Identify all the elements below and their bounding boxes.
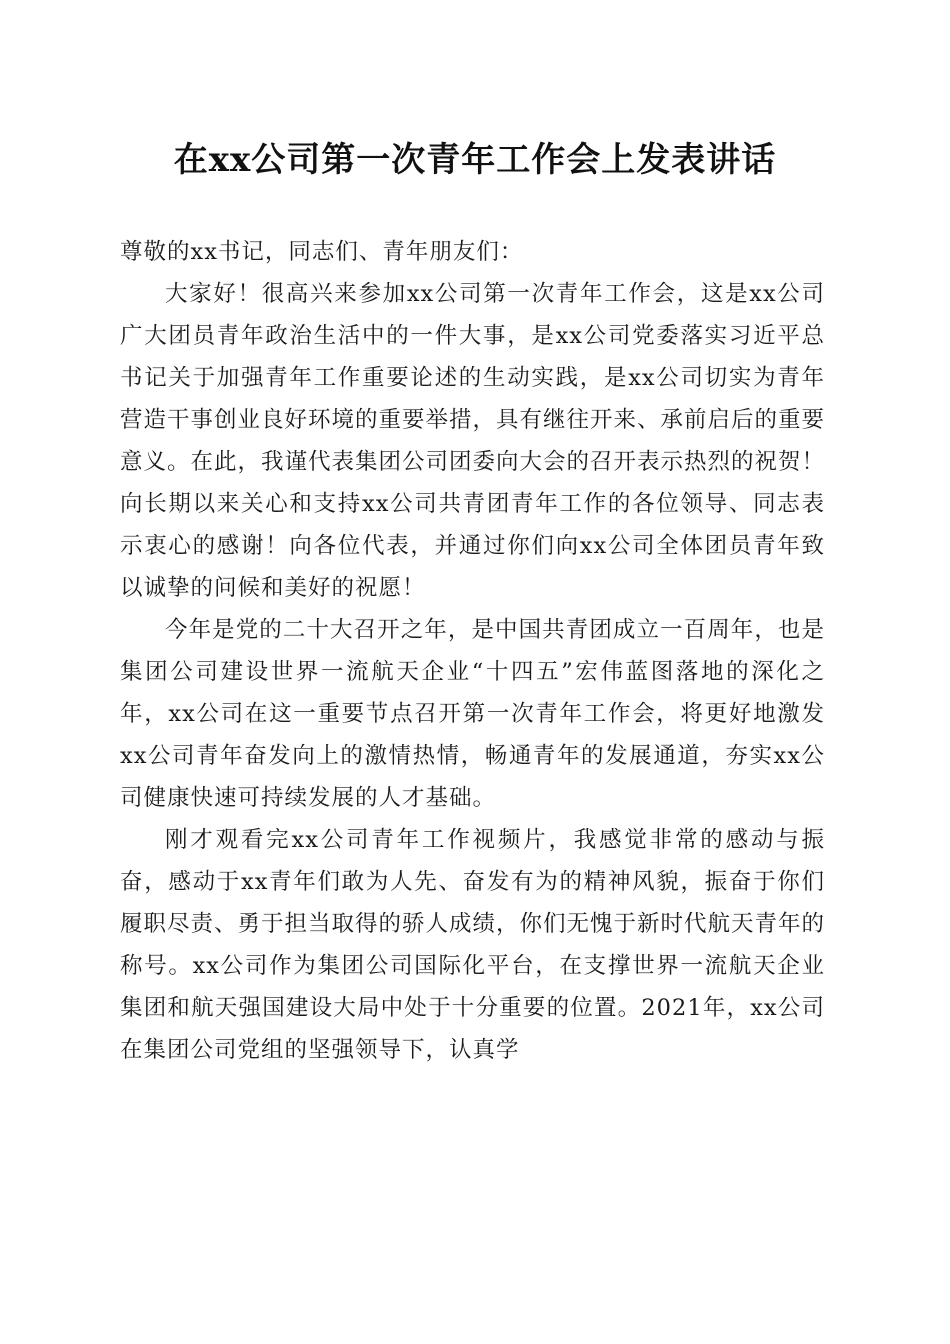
salutation: 尊敬的xx书记，同志们、青年朋友们： — [120, 239, 524, 265]
document-title: 在xx公司第一次青年工作会上发表讲话 — [173, 140, 777, 180]
paragraph-2: 今年是党的二十大召开之年，是中国共青团成立一百周年，也是集团公司建设世界一流航天企业“十四五”宏伟蓝图落地的深化之年，xx公司在这一重要节点召开第一次青年工作会，将更好地激发xx公司青年奋发向上的激情热情，畅通青年的发展通道，夯实xx公司健康快速可持续发展的人才基础。 — [120, 617, 825, 811]
document-body — [120, 231, 825, 1071]
paragraph-3: 刚才观看完xx公司青年工作视频片，我感觉非常的感动与振奋，感动于xx青年们敢为人先、奋发有为的精神风貌，振奋于你们履职尽责、勇于担当取得的骄人成绩，你们无愧于新时代航天青年的称号。xx公司作为集团公司国际化平台，在支撑世界一流航天企业集团和航天强国建设大局中处于十分重要的位置。2021年，xx公司在集团公司党组的坚强领导下，认真学 — [120, 827, 826, 1063]
paragraph-1: 大家好！很高兴来参加xx公司第一次青年工作会，这是xx公司广大团员青年政治生活中的一件大事，是xx公司党委落实习近平总书记关于加强青年工作重要论述的生动实践，是xx公司切实为青年营造干事创业良好环境的重要举措，具有继往开来、承前启后的重要意义。在此，我谨代表集团公司团委向大会的召开表示热烈的祝贺！向长期以来关心和支持xx公司共青团青年工作的各位领导、同志表示衷心的感谢！向各位代表，并通过你们向xx公司全体团员青年致以诚挚的问候和美好的祝愿！ — [120, 281, 826, 601]
